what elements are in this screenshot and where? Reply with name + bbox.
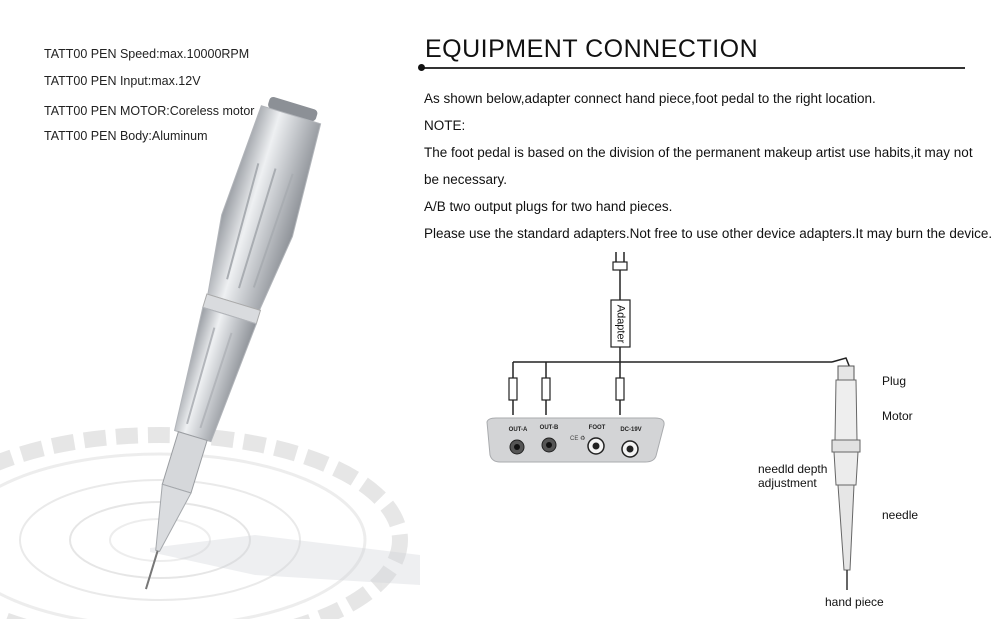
power-plug-icon [613,252,627,300]
plug-label: Plug [882,374,907,388]
plug-out-a-icon [509,362,517,415]
note-line-1: The foot pedal is based on the division of the permanent makeup artist use habits,it may not [424,145,973,160]
control-box [487,418,664,462]
spec-motor: TATT00 PEN MOTOR:Coreless motor [44,104,255,118]
svg-text:CE ♻: CE ♻ [570,436,586,442]
intro-text: As shown below,adapter connect hand piece,foot pedal to the right location. [424,91,876,106]
adapter-label: Adapter [614,304,627,343]
plug-foot-icon [616,362,624,415]
warning-text: Please use the standard adapters.Not free to use other device adapters.It may burn the device. [424,226,993,241]
hand-piece [832,358,860,590]
section-heading: EQUIPMENT CONNECTION [425,35,759,63]
port-label-dc: DC-19V [620,427,642,433]
spec-speed: TATT00 PEN Speed:max.10000RPM [44,47,250,61]
spec-body: TATT00 PEN Body:Aluminum [44,129,208,143]
port-label-out-b: OUT-B [539,425,559,431]
note-line-3: A/B two output plugs for two hand pieces. [424,199,673,214]
port-label-foot: FOOT [588,425,606,431]
spec-input: TATT00 PEN Input:max.12V [44,74,201,88]
needle-label: needle [882,508,919,522]
motor-label: Motor [882,409,913,423]
hand-piece-label: hand piece [825,595,884,609]
port-label-out-a: OUT-A [508,427,528,433]
depth-adjustment-label: needld depth adjustment [758,462,828,490]
adapter-label-wrap [608,300,633,347]
note-line-2: be necessary. [424,172,508,187]
plug-out-b-icon [542,362,550,415]
note-label: NOTE: [424,118,466,133]
